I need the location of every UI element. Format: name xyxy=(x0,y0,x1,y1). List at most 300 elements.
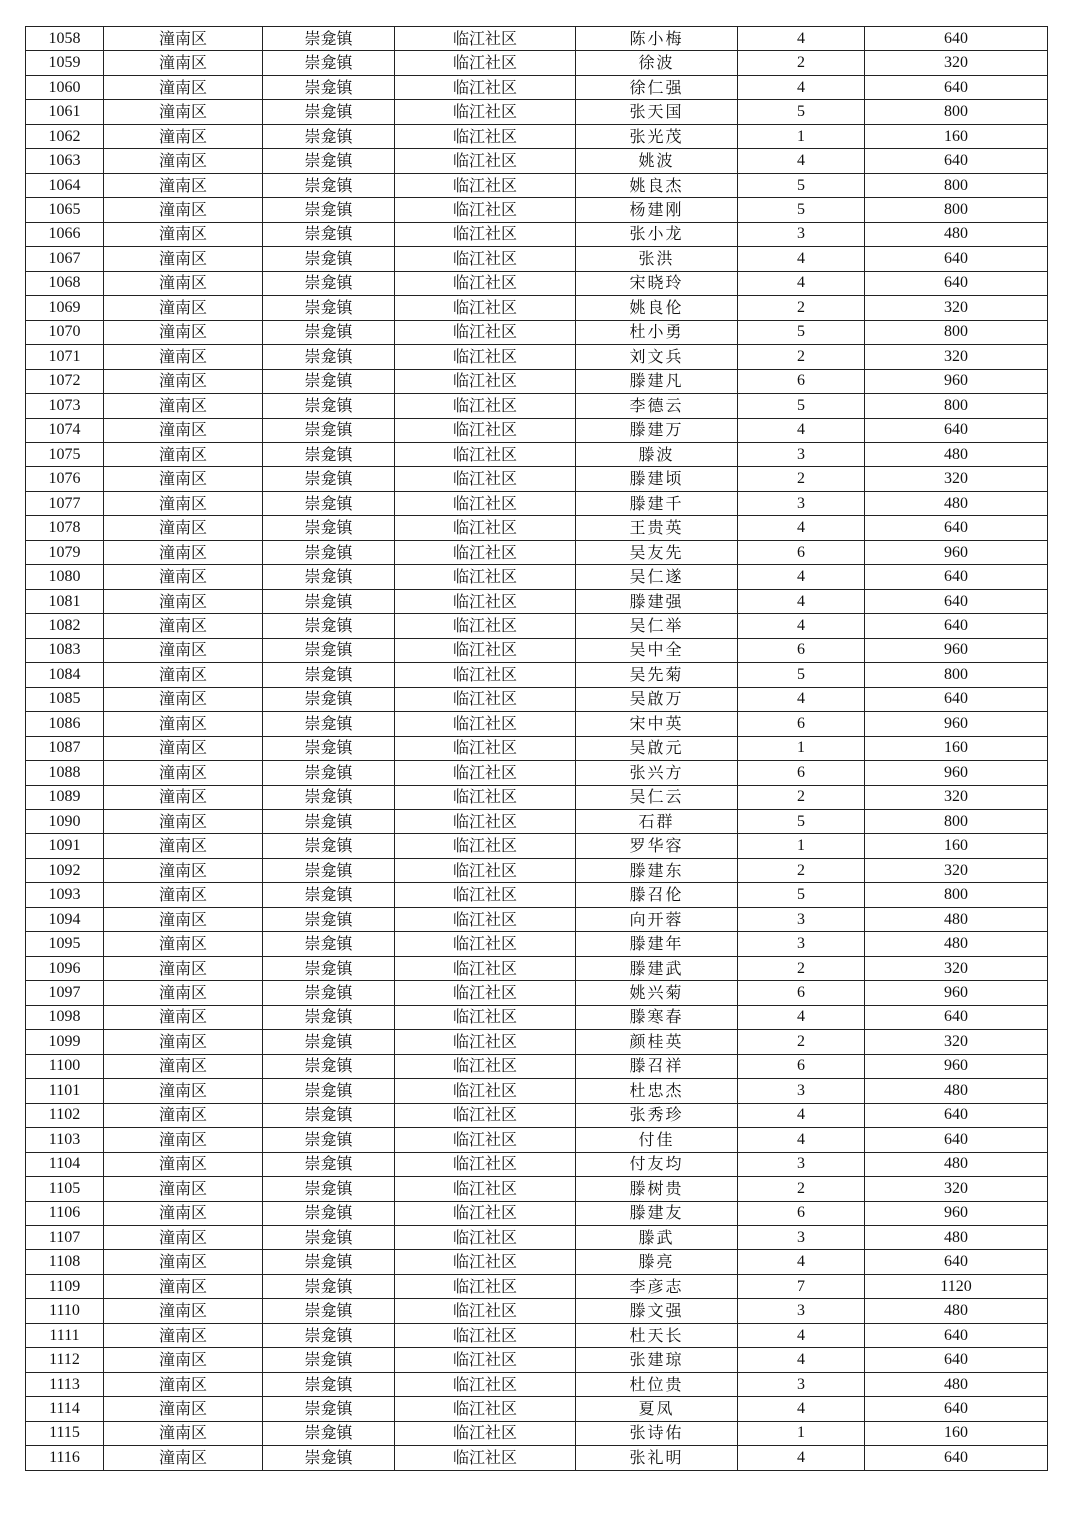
table-row xyxy=(26,712,1048,736)
table-row xyxy=(26,907,1048,931)
table-row xyxy=(26,1177,1048,1201)
amount-cell: 320 xyxy=(865,345,1048,369)
district-cell: 潼南区 xyxy=(104,858,263,882)
row-number-cell: 1111 xyxy=(26,1323,104,1347)
district-cell: 潼南区 xyxy=(104,1177,263,1201)
count-cell: 3 xyxy=(738,442,865,466)
count-cell: 3 xyxy=(738,1225,865,1249)
district-cell: 潼南区 xyxy=(104,100,263,124)
row-number-cell: 1084 xyxy=(26,663,104,687)
name-cell: 滕召祥 xyxy=(576,1054,738,1078)
amount-cell: 800 xyxy=(865,173,1048,197)
row-number-cell: 1081 xyxy=(26,589,104,613)
count-cell: 4 xyxy=(738,1128,865,1152)
town-cell: 崇龛镇 xyxy=(263,1079,395,1103)
community-cell: 临江社区 xyxy=(395,296,576,320)
town-cell: 崇龛镇 xyxy=(263,222,395,246)
name-cell: 姚兴菊 xyxy=(576,981,738,1005)
town-cell: 崇龛镇 xyxy=(263,761,395,785)
town-cell: 崇龛镇 xyxy=(263,27,395,51)
town-cell: 崇龛镇 xyxy=(263,1299,395,1323)
count-cell: 2 xyxy=(738,51,865,75)
name-cell: 杜位贵 xyxy=(576,1372,738,1396)
community-cell: 临江社区 xyxy=(395,1323,576,1347)
town-cell: 崇龛镇 xyxy=(263,198,395,222)
row-number-cell: 1082 xyxy=(26,614,104,638)
table-row xyxy=(26,516,1048,540)
table-row xyxy=(26,1323,1048,1347)
count-cell: 4 xyxy=(738,1397,865,1421)
table-row xyxy=(26,198,1048,222)
town-cell: 崇龛镇 xyxy=(263,369,395,393)
town-cell: 崇龛镇 xyxy=(263,1152,395,1176)
table-row xyxy=(26,271,1048,295)
amount-cell: 960 xyxy=(865,981,1048,1005)
community-cell: 临江社区 xyxy=(395,1397,576,1421)
name-cell: 滕建东 xyxy=(576,858,738,882)
count-cell: 6 xyxy=(738,369,865,393)
row-number-cell: 1065 xyxy=(26,198,104,222)
row-number-cell: 1096 xyxy=(26,956,104,980)
town-cell: 崇龛镇 xyxy=(263,296,395,320)
row-number-cell: 1089 xyxy=(26,785,104,809)
district-cell: 潼南区 xyxy=(104,1103,263,1127)
table-row xyxy=(26,834,1048,858)
district-cell: 潼南区 xyxy=(104,320,263,344)
town-cell: 崇龛镇 xyxy=(263,1446,395,1470)
town-cell: 崇龛镇 xyxy=(263,345,395,369)
row-number-cell: 1086 xyxy=(26,712,104,736)
row-number-cell: 1114 xyxy=(26,1397,104,1421)
district-cell: 潼南区 xyxy=(104,1005,263,1029)
district-cell: 潼南区 xyxy=(104,810,263,834)
town-cell: 崇龛镇 xyxy=(263,1323,395,1347)
district-cell: 潼南区 xyxy=(104,1152,263,1176)
community-cell: 临江社区 xyxy=(395,761,576,785)
count-cell: 3 xyxy=(738,222,865,246)
count-cell: 4 xyxy=(738,687,865,711)
name-cell: 吴仁遂 xyxy=(576,565,738,589)
count-cell: 6 xyxy=(738,761,865,785)
district-cell: 潼南区 xyxy=(104,1421,263,1445)
community-cell: 临江社区 xyxy=(395,1201,576,1225)
amount-cell: 960 xyxy=(865,1201,1048,1225)
table-row xyxy=(26,320,1048,344)
town-cell: 崇龛镇 xyxy=(263,687,395,711)
town-cell: 崇龛镇 xyxy=(263,1128,395,1152)
name-cell: 姚良伦 xyxy=(576,296,738,320)
district-cell: 潼南区 xyxy=(104,1372,263,1396)
table-row xyxy=(26,1201,1048,1225)
community-cell: 临江社区 xyxy=(395,271,576,295)
table-row xyxy=(26,27,1048,51)
community-cell: 临江社区 xyxy=(395,1446,576,1470)
community-cell: 临江社区 xyxy=(395,810,576,834)
town-cell: 崇龛镇 xyxy=(263,883,395,907)
district-cell: 潼南区 xyxy=(104,173,263,197)
name-cell: 张兴方 xyxy=(576,761,738,785)
row-number-cell: 1078 xyxy=(26,516,104,540)
town-cell: 崇龛镇 xyxy=(263,149,395,173)
table-row xyxy=(26,956,1048,980)
amount-cell: 160 xyxy=(865,834,1048,858)
amount-cell: 160 xyxy=(865,736,1048,760)
amount-cell: 640 xyxy=(865,1103,1048,1127)
name-cell: 滕建友 xyxy=(576,1201,738,1225)
name-cell: 杜小勇 xyxy=(576,320,738,344)
count-cell: 6 xyxy=(738,712,865,736)
community-cell: 临江社区 xyxy=(395,491,576,515)
amount-cell: 800 xyxy=(865,320,1048,344)
amount-cell: 960 xyxy=(865,540,1048,564)
district-cell: 潼南区 xyxy=(104,1225,263,1249)
table-row xyxy=(26,663,1048,687)
amount-cell: 320 xyxy=(865,467,1048,491)
table-row xyxy=(26,858,1048,882)
name-cell: 滕建万 xyxy=(576,418,738,442)
row-number-cell: 1112 xyxy=(26,1348,104,1372)
community-cell: 临江社区 xyxy=(395,1079,576,1103)
row-number-cell: 1101 xyxy=(26,1079,104,1103)
town-cell: 崇龛镇 xyxy=(263,51,395,75)
amount-cell: 640 xyxy=(865,1348,1048,1372)
amount-cell: 800 xyxy=(865,810,1048,834)
name-cell: 滕建年 xyxy=(576,932,738,956)
town-cell: 崇龛镇 xyxy=(263,565,395,589)
table-row xyxy=(26,638,1048,662)
name-cell: 杨建刚 xyxy=(576,198,738,222)
community-cell: 临江社区 xyxy=(395,51,576,75)
table-row xyxy=(26,418,1048,442)
name-cell: 颜桂英 xyxy=(576,1030,738,1054)
amount-cell: 960 xyxy=(865,1054,1048,1078)
row-number-cell: 1064 xyxy=(26,173,104,197)
amount-cell: 640 xyxy=(865,1323,1048,1347)
community-cell: 临江社区 xyxy=(395,638,576,662)
name-cell: 滕武 xyxy=(576,1225,738,1249)
town-cell: 崇龛镇 xyxy=(263,1348,395,1372)
community-cell: 临江社区 xyxy=(395,345,576,369)
name-cell: 张洪 xyxy=(576,247,738,271)
name-cell: 滕亮 xyxy=(576,1250,738,1274)
community-cell: 临江社区 xyxy=(395,27,576,51)
community-cell: 临江社区 xyxy=(395,956,576,980)
district-cell: 潼南区 xyxy=(104,712,263,736)
row-number-cell: 1085 xyxy=(26,687,104,711)
district-cell: 潼南区 xyxy=(104,1079,263,1103)
name-cell: 滕召伦 xyxy=(576,883,738,907)
district-cell: 潼南区 xyxy=(104,981,263,1005)
name-cell: 吴仁举 xyxy=(576,614,738,638)
amount-cell: 320 xyxy=(865,785,1048,809)
count-cell: 4 xyxy=(738,1348,865,1372)
row-number-cell: 1105 xyxy=(26,1177,104,1201)
count-cell: 1 xyxy=(738,1421,865,1445)
row-number-cell: 1058 xyxy=(26,27,104,51)
community-cell: 临江社区 xyxy=(395,736,576,760)
count-cell: 2 xyxy=(738,785,865,809)
table-row xyxy=(26,589,1048,613)
row-number-cell: 1109 xyxy=(26,1274,104,1298)
community-cell: 临江社区 xyxy=(395,907,576,931)
table-row xyxy=(26,1005,1048,1029)
count-cell: 5 xyxy=(738,394,865,418)
community-cell: 临江社区 xyxy=(395,1225,576,1249)
name-cell: 滕建千 xyxy=(576,491,738,515)
table-row xyxy=(26,1128,1048,1152)
name-cell: 向开蓉 xyxy=(576,907,738,931)
amount-cell: 960 xyxy=(865,712,1048,736)
district-cell: 潼南区 xyxy=(104,1323,263,1347)
amount-cell: 480 xyxy=(865,1079,1048,1103)
district-cell: 潼南区 xyxy=(104,296,263,320)
table-row xyxy=(26,345,1048,369)
count-cell: 4 xyxy=(738,27,865,51)
district-cell: 潼南区 xyxy=(104,1201,263,1225)
table-row xyxy=(26,296,1048,320)
community-cell: 临江社区 xyxy=(395,149,576,173)
community-cell: 临江社区 xyxy=(395,418,576,442)
row-number-cell: 1067 xyxy=(26,247,104,271)
name-cell: 吴友先 xyxy=(576,540,738,564)
town-cell: 崇龛镇 xyxy=(263,834,395,858)
town-cell: 崇龛镇 xyxy=(263,442,395,466)
community-cell: 临江社区 xyxy=(395,467,576,491)
name-cell: 滕建强 xyxy=(576,589,738,613)
town-cell: 崇龛镇 xyxy=(263,589,395,613)
community-cell: 临江社区 xyxy=(395,442,576,466)
row-number-cell: 1093 xyxy=(26,883,104,907)
community-cell: 临江社区 xyxy=(395,75,576,99)
count-cell: 5 xyxy=(738,198,865,222)
name-cell: 张秀珍 xyxy=(576,1103,738,1127)
name-cell: 吴啟元 xyxy=(576,736,738,760)
community-cell: 临江社区 xyxy=(395,614,576,638)
table-row xyxy=(26,467,1048,491)
table-row xyxy=(26,687,1048,711)
district-cell: 潼南区 xyxy=(104,540,263,564)
district-cell: 潼南区 xyxy=(104,638,263,662)
row-number-cell: 1083 xyxy=(26,638,104,662)
community-cell: 临江社区 xyxy=(395,1250,576,1274)
district-cell: 潼南区 xyxy=(104,491,263,515)
count-cell: 4 xyxy=(738,1005,865,1029)
town-cell: 崇龛镇 xyxy=(263,785,395,809)
community-cell: 临江社区 xyxy=(395,712,576,736)
count-cell: 6 xyxy=(738,1201,865,1225)
count-cell: 4 xyxy=(738,1103,865,1127)
table-row xyxy=(26,1103,1048,1127)
community-cell: 临江社区 xyxy=(395,1005,576,1029)
row-number-cell: 1115 xyxy=(26,1421,104,1445)
amount-cell: 640 xyxy=(865,565,1048,589)
table-row xyxy=(26,491,1048,515)
district-cell: 潼南区 xyxy=(104,1274,263,1298)
count-cell: 2 xyxy=(738,858,865,882)
row-number-cell: 1095 xyxy=(26,932,104,956)
row-number-cell: 1100 xyxy=(26,1054,104,1078)
count-cell: 2 xyxy=(738,956,865,980)
table-row xyxy=(26,761,1048,785)
table-row xyxy=(26,1446,1048,1470)
district-cell: 潼南区 xyxy=(104,932,263,956)
count-cell: 3 xyxy=(738,1372,865,1396)
row-number-cell: 1091 xyxy=(26,834,104,858)
town-cell: 崇龛镇 xyxy=(263,1005,395,1029)
amount-cell: 640 xyxy=(865,1397,1048,1421)
town-cell: 崇龛镇 xyxy=(263,1274,395,1298)
table-row xyxy=(26,75,1048,99)
district-cell: 潼南区 xyxy=(104,27,263,51)
district-cell: 潼南区 xyxy=(104,516,263,540)
amount-cell: 640 xyxy=(865,1446,1048,1470)
amount-cell: 480 xyxy=(865,932,1048,956)
amount-cell: 480 xyxy=(865,491,1048,515)
count-cell: 5 xyxy=(738,663,865,687)
row-number-cell: 1071 xyxy=(26,345,104,369)
name-cell: 王贵英 xyxy=(576,516,738,540)
amount-cell: 640 xyxy=(865,271,1048,295)
table-row xyxy=(26,1421,1048,1445)
table-row xyxy=(26,1054,1048,1078)
count-cell: 5 xyxy=(738,173,865,197)
table-row xyxy=(26,124,1048,148)
table-row xyxy=(26,1030,1048,1054)
row-number-cell: 1069 xyxy=(26,296,104,320)
row-number-cell: 1075 xyxy=(26,442,104,466)
name-cell: 徐波 xyxy=(576,51,738,75)
town-cell: 崇龛镇 xyxy=(263,956,395,980)
community-cell: 临江社区 xyxy=(395,1274,576,1298)
count-cell: 7 xyxy=(738,1274,865,1298)
table-row xyxy=(26,1372,1048,1396)
community-cell: 临江社区 xyxy=(395,1152,576,1176)
name-cell: 刘文兵 xyxy=(576,345,738,369)
district-cell: 潼南区 xyxy=(104,345,263,369)
table-row xyxy=(26,1397,1048,1421)
table-row xyxy=(26,1152,1048,1176)
amount-cell: 640 xyxy=(865,27,1048,51)
district-cell: 潼南区 xyxy=(104,149,263,173)
community-cell: 临江社区 xyxy=(395,1348,576,1372)
name-cell: 付友均 xyxy=(576,1152,738,1176)
row-number-cell: 1104 xyxy=(26,1152,104,1176)
count-cell: 4 xyxy=(738,75,865,99)
table-row xyxy=(26,1250,1048,1274)
table-row xyxy=(26,222,1048,246)
town-cell: 崇龛镇 xyxy=(263,1177,395,1201)
name-cell: 姚良杰 xyxy=(576,173,738,197)
town-cell: 崇龛镇 xyxy=(263,810,395,834)
district-cell: 潼南区 xyxy=(104,761,263,785)
town-cell: 崇龛镇 xyxy=(263,516,395,540)
amount-cell: 960 xyxy=(865,761,1048,785)
table-row xyxy=(26,614,1048,638)
name-cell: 吴啟万 xyxy=(576,687,738,711)
table-row xyxy=(26,540,1048,564)
name-cell: 杜忠杰 xyxy=(576,1079,738,1103)
count-cell: 6 xyxy=(738,981,865,1005)
count-cell: 2 xyxy=(738,296,865,320)
district-cell: 潼南区 xyxy=(104,736,263,760)
town-cell: 崇龛镇 xyxy=(263,124,395,148)
table-row xyxy=(26,736,1048,760)
town-cell: 崇龛镇 xyxy=(263,247,395,271)
district-cell: 潼南区 xyxy=(104,1446,263,1470)
name-cell: 张光茂 xyxy=(576,124,738,148)
count-cell: 1 xyxy=(738,124,865,148)
amount-cell: 640 xyxy=(865,247,1048,271)
district-cell: 潼南区 xyxy=(104,75,263,99)
count-cell: 5 xyxy=(738,810,865,834)
table-row xyxy=(26,565,1048,589)
community-cell: 临江社区 xyxy=(395,100,576,124)
row-number-cell: 1098 xyxy=(26,1005,104,1029)
count-cell: 6 xyxy=(738,1054,865,1078)
count-cell: 5 xyxy=(738,100,865,124)
amount-cell: 640 xyxy=(865,1250,1048,1274)
table-row xyxy=(26,981,1048,1005)
amount-cell: 960 xyxy=(865,369,1048,393)
amount-cell: 960 xyxy=(865,638,1048,662)
community-cell: 临江社区 xyxy=(395,1128,576,1152)
town-cell: 崇龛镇 xyxy=(263,1397,395,1421)
count-cell: 2 xyxy=(738,1177,865,1201)
amount-cell: 320 xyxy=(865,1030,1048,1054)
name-cell: 罗华容 xyxy=(576,834,738,858)
row-number-cell: 1116 xyxy=(26,1446,104,1470)
district-cell: 潼南区 xyxy=(104,247,263,271)
amount-cell: 800 xyxy=(865,394,1048,418)
table-row xyxy=(26,149,1048,173)
row-number-cell: 1066 xyxy=(26,222,104,246)
town-cell: 崇龛镇 xyxy=(263,1201,395,1225)
table-row xyxy=(26,442,1048,466)
town-cell: 崇龛镇 xyxy=(263,932,395,956)
community-cell: 临江社区 xyxy=(395,1030,576,1054)
town-cell: 崇龛镇 xyxy=(263,394,395,418)
community-cell: 临江社区 xyxy=(395,981,576,1005)
row-number-cell: 1074 xyxy=(26,418,104,442)
community-cell: 临江社区 xyxy=(395,1177,576,1201)
district-cell: 潼南区 xyxy=(104,956,263,980)
town-cell: 崇龛镇 xyxy=(263,271,395,295)
community-cell: 临江社区 xyxy=(395,589,576,613)
name-cell: 陈小梅 xyxy=(576,27,738,51)
row-number-cell: 1107 xyxy=(26,1225,104,1249)
row-number-cell: 1059 xyxy=(26,51,104,75)
count-cell: 4 xyxy=(738,516,865,540)
row-number-cell: 1080 xyxy=(26,565,104,589)
count-cell: 4 xyxy=(738,271,865,295)
name-cell: 张天国 xyxy=(576,100,738,124)
row-number-cell: 1099 xyxy=(26,1030,104,1054)
town-cell: 崇龛镇 xyxy=(263,320,395,344)
amount-cell: 320 xyxy=(865,51,1048,75)
name-cell: 杜天长 xyxy=(576,1323,738,1347)
town-cell: 崇龛镇 xyxy=(263,907,395,931)
community-cell: 临江社区 xyxy=(395,858,576,882)
name-cell: 吴仁云 xyxy=(576,785,738,809)
amount-cell: 640 xyxy=(865,418,1048,442)
row-number-cell: 1077 xyxy=(26,491,104,515)
amount-cell: 320 xyxy=(865,296,1048,320)
community-cell: 临江社区 xyxy=(395,124,576,148)
town-cell: 崇龛镇 xyxy=(263,712,395,736)
amount-cell: 800 xyxy=(865,883,1048,907)
district-cell: 潼南区 xyxy=(104,222,263,246)
amount-cell: 640 xyxy=(865,516,1048,540)
